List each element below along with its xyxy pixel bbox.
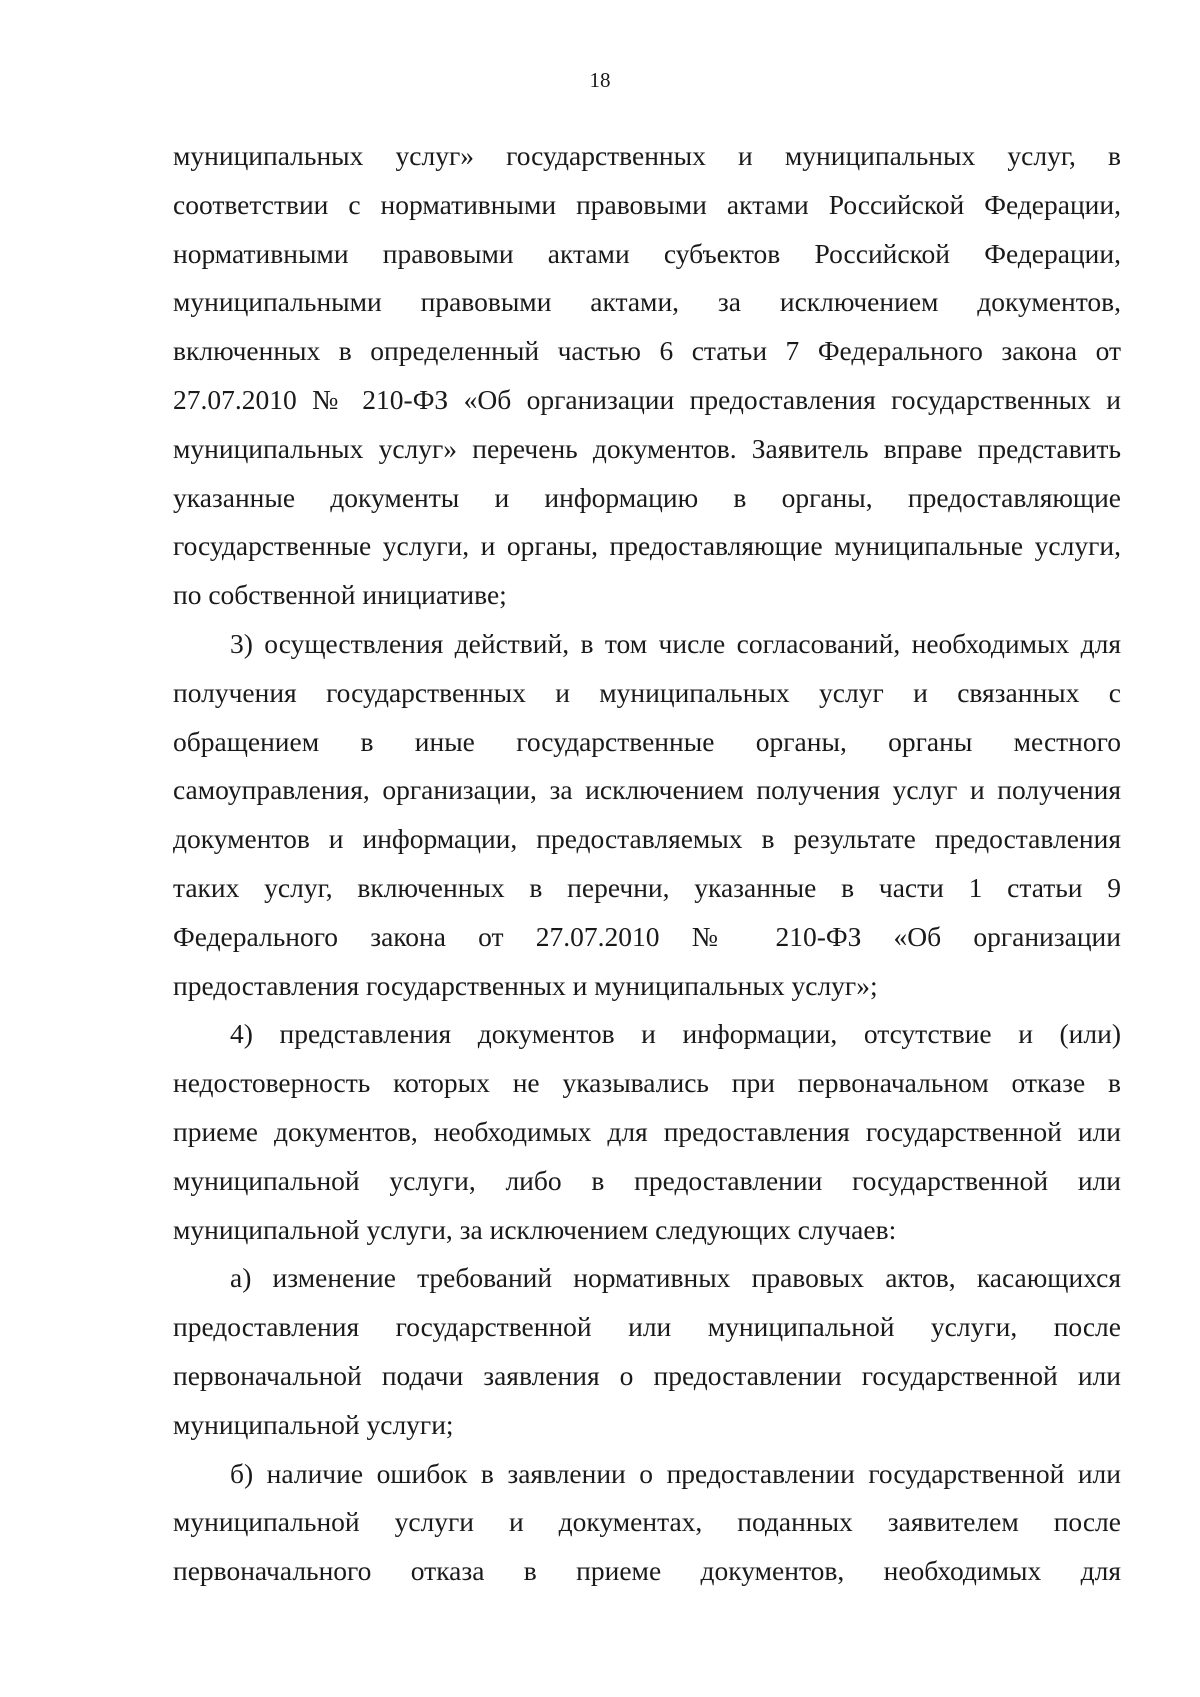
text-line: нормативными правовыми актами субъектов Российской Федерации, xyxy=(173,237,1121,269)
text-line: муниципальных услуг» государственных и муниципальных услуг, в xyxy=(173,140,1121,171)
text-line: по собственной инициативе; xyxy=(173,579,507,611)
text-line: обращением в иные государственные органы, органы местного xyxy=(173,725,1121,757)
text-line: муниципальной услуги; xyxy=(173,1408,454,1440)
text-line: 27.07.2010 № 210-ФЗ «Об организации предоставления государственных и xyxy=(173,383,1121,415)
text-line: соответствии с нормативными правовыми актами Российской Федерации, xyxy=(173,188,1121,220)
text-line: приеме документов, необходимых для предоставления государственной или xyxy=(173,1115,1121,1147)
text-line: муниципальными правовыми актами, за исключением документов, xyxy=(173,286,1121,318)
text-line: Федерального закона от 27.07.2010 № 210-ФЗ «Об организации xyxy=(173,920,1121,952)
text-line: включенных в определенный частью 6 статьи 7 Федерального закона от xyxy=(173,335,1121,367)
text-line: недостоверность которых не указывались при первоначальном отказе в xyxy=(173,1067,1121,1099)
page-number: 18 xyxy=(589,68,611,92)
text-line: муниципальной услуги и документах, поданных заявителем после xyxy=(173,1506,1121,1538)
text-line: б) наличие ошибок в заявлении о предоставлении государственной или xyxy=(230,1457,1121,1489)
text-line: получения государственных и муниципальных услуг и связанных с xyxy=(173,676,1121,708)
text-line: предоставления государственной или муниципальной услуги, после xyxy=(173,1311,1121,1343)
body-text xyxy=(173,132,1121,1596)
text-line: муниципальных услуг» перечень документов. Заявитель вправе представить xyxy=(173,432,1121,464)
text-line: документов и информации, предоставляемых в результате предоставления xyxy=(173,823,1121,855)
text-line: муниципальной услуги, либо в предоставлении государственной или xyxy=(173,1164,1121,1196)
text-line: а) изменение требований нормативных правовых актов, касающихся xyxy=(230,1262,1121,1294)
text-line: первоначальной подачи заявления о предоставлении государственной или xyxy=(173,1359,1121,1391)
text-line: 4) представления документов и информации, отсутствие и (или) xyxy=(230,1018,1121,1050)
text-line: указанные документы и информацию в органы, предоставляющие xyxy=(173,481,1121,513)
text-line: первоначального отказа в приеме документов, необходимых для xyxy=(173,1555,1121,1587)
text-line: самоуправления, организации, за исключением получения услуг и получения xyxy=(173,774,1121,806)
text-line: муниципальной услуги, за исключением следующих случаев: xyxy=(173,1213,897,1245)
text-line: предоставления государственных и муниципальных услуг»; xyxy=(173,969,878,1001)
text-line: 3) осуществления действий, в том числе согласований, необходимых для xyxy=(230,627,1121,659)
text-line: таких услуг, включенных в перечни, указанные в части 1 статьи 9 xyxy=(173,871,1121,903)
text-line: государственные услуги, и органы, предоставляющие муниципальные услуги, xyxy=(173,530,1121,562)
